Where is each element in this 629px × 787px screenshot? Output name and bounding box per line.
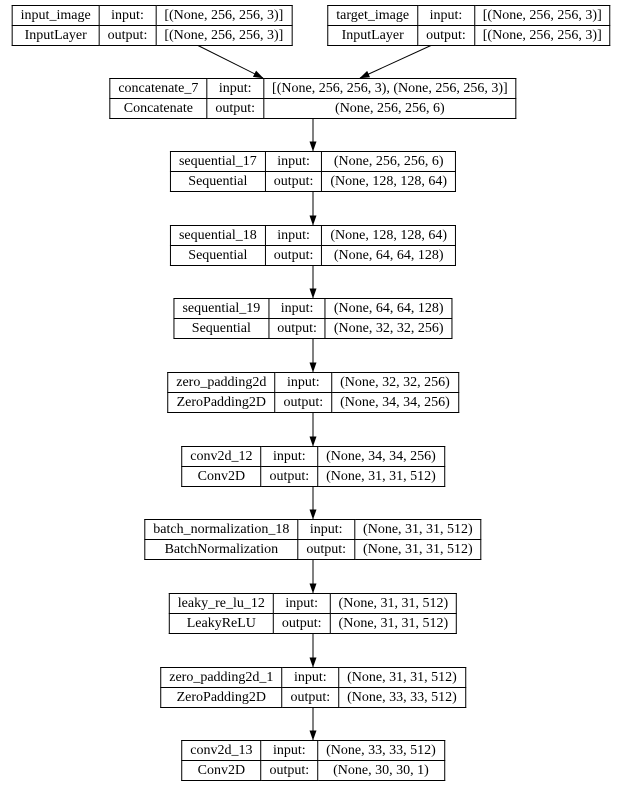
layer-type: InputLayer <box>328 26 418 46</box>
input-shape: (None, 32, 32, 256) <box>332 373 459 393</box>
output-label: output: <box>275 393 332 413</box>
output-shape: (None, 30, 30, 1) <box>318 761 445 781</box>
layer-type: ZeroPadding2D <box>168 393 275 413</box>
output-shape: (None, 31, 31, 512) <box>330 614 457 634</box>
input-label: input: <box>99 6 156 26</box>
input-label: input: <box>275 373 332 393</box>
output-label: output: <box>273 614 330 634</box>
input-shape: [(None, 256, 256, 3)] <box>474 6 610 26</box>
output-label: output: <box>282 688 339 708</box>
input-label: input: <box>261 447 318 467</box>
output-shape: (None, 31, 31, 512) <box>355 540 482 560</box>
input-label: input: <box>282 668 339 688</box>
output-label: output: <box>99 26 156 46</box>
output-shape: (None, 64, 64, 128) <box>322 246 456 266</box>
layer-node-leaky_re_lu_12 <box>169 593 457 634</box>
layer-node-conv2d_12 <box>181 446 445 487</box>
output-label: output: <box>265 246 322 266</box>
layer-node-sequential_18 <box>170 225 456 266</box>
output-shape: (None, 256, 256, 6) <box>264 99 517 119</box>
layer-name: zero_padding2d <box>168 373 275 393</box>
layer-type: Sequential <box>170 172 265 192</box>
input-label: input: <box>269 299 326 319</box>
layer-name: leaky_re_lu_12 <box>169 594 273 614</box>
layer-name: batch_normalization_18 <box>145 520 298 540</box>
input-label: input: <box>265 226 322 246</box>
input-shape: (None, 31, 31, 512) <box>339 668 466 688</box>
input-shape: (None, 64, 64, 128) <box>325 299 452 319</box>
input-shape: [(None, 256, 256, 3), (None, 256, 256, 3)] <box>264 79 517 99</box>
input-label: input: <box>261 741 318 761</box>
layer-node-sequential_17 <box>170 151 456 192</box>
output-label: output: <box>298 540 355 560</box>
layer-node-zero_padding2d_1 <box>160 667 466 708</box>
input-label: input: <box>273 594 330 614</box>
layer-name: sequential_17 <box>170 152 265 172</box>
layer-node-input_image <box>12 5 293 46</box>
output-shape: [(None, 256, 256, 3)] <box>156 26 292 46</box>
layer-type: BatchNormalization <box>145 540 298 560</box>
output-shape: (None, 31, 31, 512) <box>318 467 445 487</box>
output-shape: (None, 33, 33, 512) <box>339 688 466 708</box>
input-label: input: <box>418 6 475 26</box>
input-shape: [(None, 256, 256, 3)] <box>156 6 292 26</box>
input-shape: (None, 34, 34, 256) <box>318 447 445 467</box>
layer-type: Conv2D <box>182 761 261 781</box>
layer-node-target_image <box>327 5 610 46</box>
output-label: output: <box>269 319 326 339</box>
output-shape: (None, 32, 32, 256) <box>325 319 452 339</box>
layer-name: conv2d_13 <box>182 741 261 761</box>
output-shape: [(None, 256, 256, 3)] <box>474 26 610 46</box>
layer-type: Sequential <box>174 319 269 339</box>
input-shape: (None, 256, 256, 6) <box>322 152 456 172</box>
layer-node-conv2d_13 <box>181 740 445 781</box>
input-label: input: <box>207 79 264 99</box>
input-shape: (None, 33, 33, 512) <box>318 741 445 761</box>
layer-type: Concatenate <box>110 99 207 119</box>
edge-target_image-to-concatenate_7 <box>360 45 432 78</box>
layer-node-sequential_19 <box>173 298 452 339</box>
layer-node-zero_padding2d <box>167 372 459 413</box>
layer-name: sequential_19 <box>174 299 269 319</box>
output-label: output: <box>265 172 322 192</box>
input-shape: (None, 128, 128, 64) <box>322 226 456 246</box>
output-shape: (None, 128, 128, 64) <box>322 172 456 192</box>
layer-name: target_image <box>328 6 418 26</box>
layer-type: Sequential <box>170 246 265 266</box>
layer-type: Conv2D <box>182 467 261 487</box>
output-label: output: <box>261 467 318 487</box>
output-label: output: <box>418 26 475 46</box>
output-shape: (None, 34, 34, 256) <box>332 393 459 413</box>
edge-input_image-to-concatenate_7 <box>197 45 263 78</box>
layer-name: input_image <box>12 6 99 26</box>
output-label: output: <box>261 761 318 781</box>
layer-name: concatenate_7 <box>110 79 207 99</box>
output-label: output: <box>207 99 264 119</box>
layer-node-concatenate_7 <box>109 78 516 119</box>
layer-name: sequential_18 <box>170 226 265 246</box>
layer-type: LeakyReLU <box>169 614 273 634</box>
input-label: input: <box>265 152 322 172</box>
input-shape: (None, 31, 31, 512) <box>355 520 482 540</box>
layer-type: InputLayer <box>12 26 99 46</box>
input-label: input: <box>298 520 355 540</box>
layer-type: ZeroPadding2D <box>161 688 282 708</box>
layer-name: zero_padding2d_1 <box>161 668 282 688</box>
layer-node-batch_normalization_18 <box>144 519 481 560</box>
layer-name: conv2d_12 <box>182 447 261 467</box>
input-shape: (None, 31, 31, 512) <box>330 594 457 614</box>
